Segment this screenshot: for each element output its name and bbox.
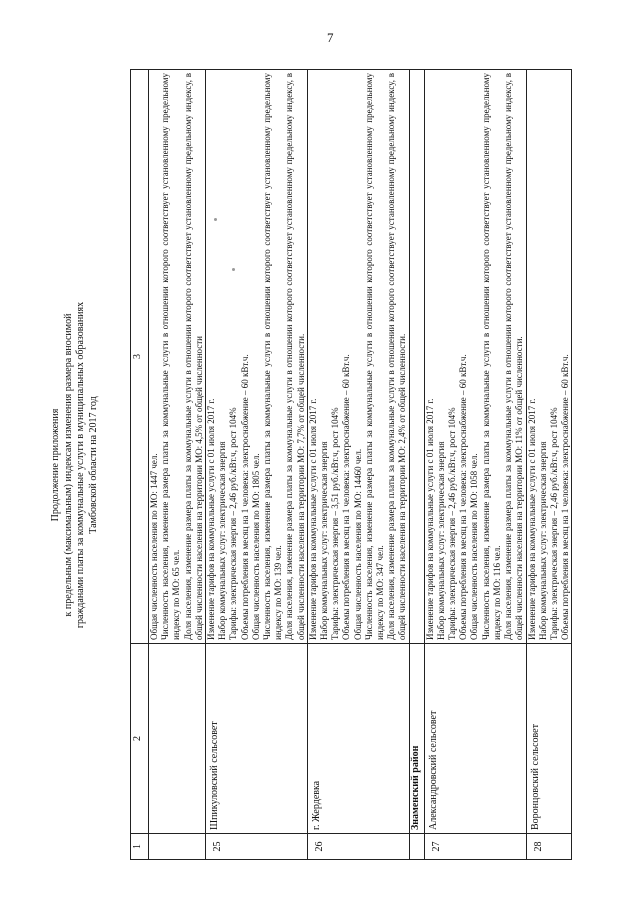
- table-row: [424, 70, 526, 860]
- detail-line: Численность населения, изменение размера платы за коммунальные услуги в отношении которого соответствует установленному предельному индексу по МО: 347 чел.: [363, 73, 386, 640]
- detail-line: Тарифы: электрическая энергия – 2,46 руб./кВт.ч, рост 104%: [548, 407, 559, 640]
- detail-line: Тарифы: электрическая энергия – 2,46 руб./кВт.ч, рост 104%: [228, 407, 239, 640]
- row-number: 26: [307, 834, 409, 860]
- detail-line: Набор коммунальных услуг: электрическая энергия: [319, 441, 330, 640]
- tariff-details: [526, 70, 572, 644]
- detail-line: Изменение тарифов на коммунальные услуги с 01 июля 2017 г.: [206, 398, 217, 640]
- detail-line: Тарифы: электрическая энергия – 2,46 руб./кВт.ч, рост 104%: [447, 407, 458, 640]
- heading-line: Тамбовской области на 2017 год: [87, 396, 99, 534]
- detail-line: Численность населения, изменение размера платы за коммунальные услуги в отношении которого соответствует установленному предельному индексу по МО: 116 чел.: [480, 73, 502, 640]
- detail-line: Изменение тарифов на коммунальные услуги с 01 июля 2017 г.: [424, 398, 435, 640]
- table-row: [526, 70, 572, 860]
- detail-line: Общая численность населения по МО: 1805 чел.: [250, 453, 261, 640]
- municipality-name: г. Жердевка: [307, 644, 409, 834]
- detail-line: Доля населения, изменение размера платы за коммунальные услуги в отношении которого соответствует установленному предельному индексу, в общей численности населения на территории МО: 2,4% от общей численности.: [386, 73, 408, 640]
- detail-line: Доля населения, изменение размера платы за коммунальные услуги в отношении которого соответствует установленному предельному индексу, в общей численности населения на территории МО: 4,5% от общей численности: [182, 73, 204, 640]
- district-name: Знаменский район: [409, 644, 424, 834]
- detail-line: Доля населения, изменение размера платы за коммунальные услуги в отношении которого соответствует установленному предельному индексу, в общей численности населения на территории МО: 11% от общей численности.: [503, 73, 525, 640]
- municipality-name: Александровский сельсовет: [424, 644, 526, 834]
- detail-line: Набор коммунальных услуг: электрическая энергия: [217, 441, 228, 640]
- table-row: [206, 70, 308, 860]
- heading-line: к предельным (максимальным) индексам изменения размера вносимой: [62, 313, 74, 617]
- table-row: [149, 70, 206, 860]
- detail-line: Изменение тарифов на коммунальные услуги с 01 июля 2017 г.: [526, 398, 537, 640]
- heading-line: гражданами платы за коммунальные услуги в муниципальных образованиях: [75, 301, 86, 629]
- column-header: 3: [131, 70, 149, 644]
- row-number: [149, 834, 206, 860]
- municipality-name: [149, 644, 206, 834]
- tariff-table: [130, 69, 572, 860]
- empty-cell: [409, 834, 424, 860]
- row-number: 25: [206, 834, 308, 860]
- detail-line: Объемы потребления в месяц на 1 человека: электроснабжение – 60 кВт.ч.: [239, 354, 250, 640]
- appendix-heading: [50, 70, 125, 860]
- detail-line: Общая численность населения по МО: 1447 чел.: [149, 453, 159, 640]
- detail-line: Объемы потребления в месяц на 1 человека: электроснабжение – 60 кВт.ч.: [341, 354, 352, 640]
- detail-line: Численность населения, изменение размера платы за коммунальные услуги в отношении которого соответствует установленному предельному индексу по МО: 139 чел.: [262, 73, 284, 640]
- column-header: 1: [131, 834, 149, 860]
- heading-line: Продолжение приложения: [50, 408, 61, 522]
- district-row: [409, 70, 424, 860]
- tariff-details: [307, 70, 409, 644]
- municipality-name: Шпикуловский сельсовет: [206, 644, 308, 834]
- detail-line: Тарифы: электрическая энергия – 3,51 руб./кВт.ч, рост 104%: [330, 407, 341, 640]
- empty-cell: [409, 70, 424, 644]
- detail-line: Объемы потребления в месяц на 1 человека: электроснабжение – 60 кВт.ч.: [560, 354, 571, 640]
- tariff-details: [206, 70, 308, 644]
- detail-line: Численность населения, изменение размера платы за коммунальные услуги в отношении которого соответствует установленному предельному индексу по МО: 65 чел.: [160, 73, 182, 640]
- column-header: 2: [131, 644, 149, 834]
- detail-line: Набор коммунальных услуг: электрическая энергия: [435, 441, 446, 640]
- detail-line: Объемы потребления в месяц на 1 человека: электроснабжение – 60 кВт.ч.: [458, 354, 469, 640]
- municipality-name: Воронцовский сельсовет: [526, 644, 572, 834]
- table-row: [307, 70, 409, 860]
- detail-line: Доля населения, изменение размера платы за коммунальные услуги в отношении которого соответствует установленному предельному индексу, в общей численности населения на территории МО: 7,7% от общей численности.: [284, 73, 306, 640]
- tariff-details: [149, 70, 206, 644]
- detail-line: Набор коммунальных услуг: электрическая энергия: [537, 441, 548, 640]
- page-number: 7: [327, 30, 334, 45]
- detail-line: Общая численность населения по МО: 14460 чел.: [352, 448, 363, 640]
- detail-line: Общая численность населения по МО: 1058 чел.: [469, 453, 480, 640]
- tariff-details: [424, 70, 526, 644]
- landscape-content: [50, 70, 580, 860]
- row-number: 27: [424, 834, 526, 860]
- row-number: 28: [526, 834, 572, 860]
- detail-line: Изменение тарифов на коммунальные услуги с 01 июля 2017 г.: [307, 398, 318, 640]
- table-header-row: [131, 70, 149, 860]
